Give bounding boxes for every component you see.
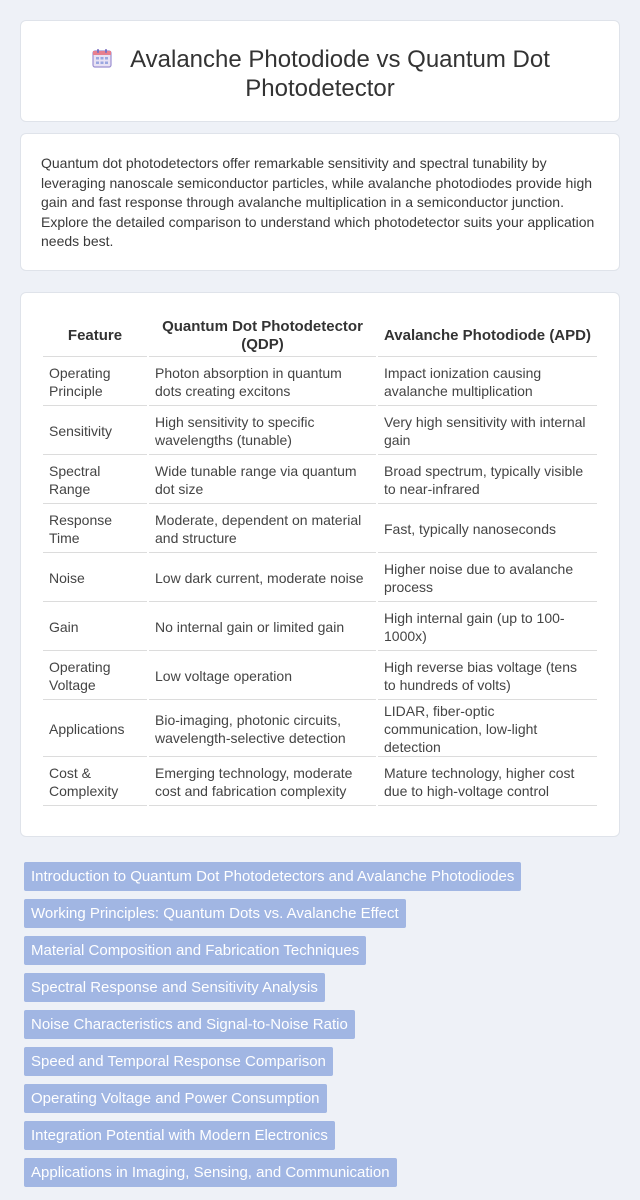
topic-link-speed[interactable]: Speed and Temporal Response Comparison: [24, 1047, 333, 1076]
apd-cell: LIDAR, fiber-optic communication, low-light detection: [378, 702, 597, 757]
topic-links: [24, 862, 521, 1195]
header-apd: Avalanche Photodiode (APD): [378, 315, 597, 357]
feature-cell: Response Time: [43, 506, 147, 553]
apd-cell: Higher noise due to avalanche process: [378, 555, 597, 602]
table-row: [43, 408, 597, 455]
topic-link-introduction[interactable]: Introduction to Quantum Dot Photodetectors and Avalanche Photodiodes: [24, 862, 521, 891]
intro-paragraph: Quantum dot photodetectors offer remarkable sensitivity and spectral tunability by leveraging nanoscale semiconductor particles, while avalanche photodiodes provide high gain and fast response through avalanche multiplication in a semiconductor junction. Explore the detailed comparison to understand which photodetector suits your application needs best.: [41, 155, 595, 249]
comparison-table: [41, 313, 599, 808]
table-row: [43, 506, 597, 553]
page-title-line-2: Photodetector: [245, 75, 395, 102]
comparison-card: [20, 292, 620, 837]
feature-cell: Sensitivity: [43, 408, 147, 455]
table-row: [43, 359, 597, 406]
qdp-cell: Low voltage operation: [149, 653, 376, 700]
qdp-cell: Bio-imaging, photonic circuits, wavelength-selective detection: [149, 702, 376, 757]
topic-link-applications[interactable]: Applications in Imaging, Sensing, and Communication: [24, 1158, 397, 1187]
intro-card: [20, 133, 620, 271]
table-row: [43, 653, 597, 700]
table-row: [43, 759, 597, 806]
topic-link-materials[interactable]: Material Composition and Fabrication Techniques: [24, 936, 366, 965]
apd-cell: Very high sensitivity with internal gain: [378, 408, 597, 455]
topic-link-operating-voltage[interactable]: Operating Voltage and Power Consumption: [24, 1084, 327, 1113]
apd-cell: High internal gain (up to 100-1000x): [378, 604, 597, 651]
feature-cell: Gain: [43, 604, 147, 651]
qdp-cell: Low dark current, moderate noise: [149, 555, 376, 602]
apd-cell: High reverse bias voltage (tens to hundreds of volts): [378, 653, 597, 700]
qdp-cell: No internal gain or limited gain: [149, 604, 376, 651]
feature-cell: Operating Principle: [43, 359, 147, 406]
table-row: [43, 457, 597, 504]
table-row: [43, 555, 597, 602]
feature-cell: Cost & Complexity: [43, 759, 147, 806]
apd-cell: Impact ionization causing avalanche multiplication: [378, 359, 597, 406]
page-title: [21, 45, 619, 103]
qdp-cell: Photon absorption in quantum dots creating excitons: [149, 359, 376, 406]
qdp-cell: Wide tunable range via quantum dot size: [149, 457, 376, 504]
feature-cell: Spectral Range: [43, 457, 147, 504]
table-row: [43, 604, 597, 651]
header-feature: Feature: [43, 315, 147, 357]
header-qdp: Quantum Dot Photodetector (QDP): [149, 315, 376, 357]
table-header-row: [43, 315, 597, 357]
apd-cell: Broad spectrum, typically visible to near-infrared: [378, 457, 597, 504]
page-title-line-1: Avalanche Photodiode vs Quantum Dot: [130, 46, 550, 73]
apd-cell: Fast, typically nanoseconds: [378, 506, 597, 553]
feature-cell: Applications: [43, 702, 147, 757]
feature-cell: Noise: [43, 555, 147, 602]
table-row: [43, 702, 597, 757]
qdp-cell: Moderate, dependent on material and structure: [149, 506, 376, 553]
apd-cell: Mature technology, higher cost due to high-voltage control: [378, 759, 597, 806]
feature-cell: Operating Voltage: [43, 653, 147, 700]
title-card: [20, 20, 620, 122]
topic-link-spectral-response[interactable]: Spectral Response and Sensitivity Analysis: [24, 973, 325, 1002]
topic-link-integration[interactable]: Integration Potential with Modern Electronics: [24, 1121, 335, 1150]
topic-link-working-principles[interactable]: Working Principles: Quantum Dots vs. Avalanche Effect: [24, 899, 406, 928]
qdp-cell: Emerging technology, moderate cost and fabrication complexity: [149, 759, 376, 806]
qdp-cell: High sensitivity to specific wavelengths (tunable): [149, 408, 376, 455]
topic-link-noise[interactable]: Noise Characteristics and Signal-to-Noise Ratio: [24, 1010, 355, 1039]
